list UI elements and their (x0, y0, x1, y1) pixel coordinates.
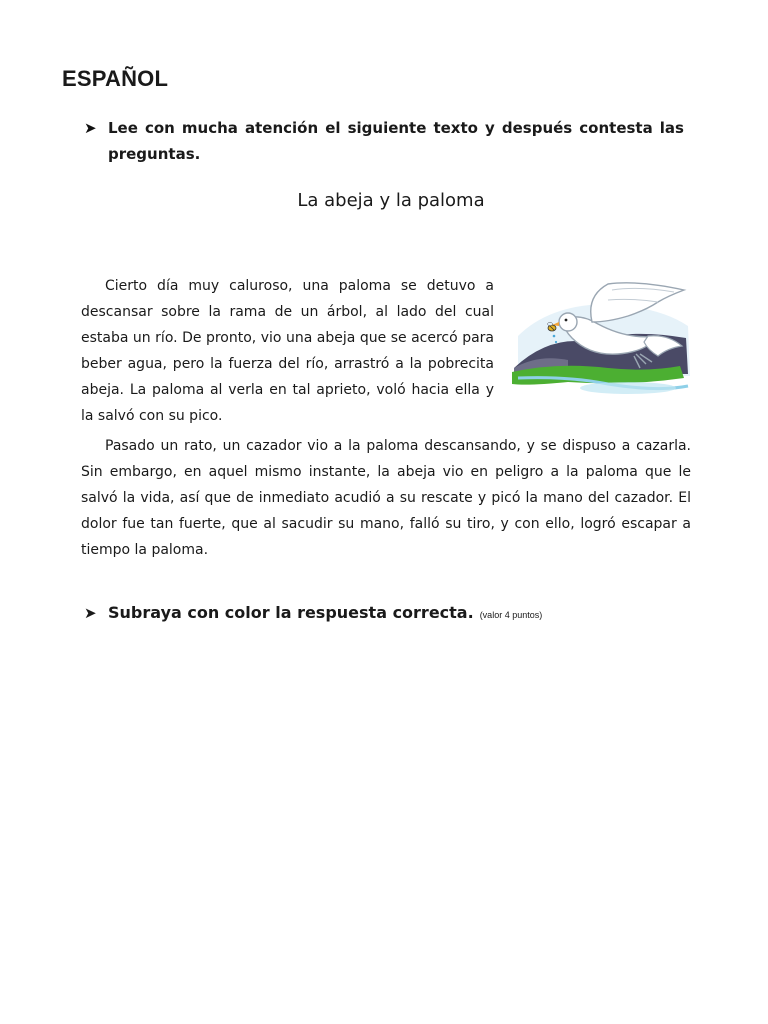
story-title: La abeja y la paloma (297, 190, 485, 211)
page-heading: ESPAÑOL (62, 66, 169, 91)
reading-instruction (84, 115, 684, 167)
task-points-note: (valor 4 puntos) (479, 610, 543, 620)
story-paragraph-1: Cierto día muy caluroso, una paloma se detuvo a descansar sobre la rama de un árbol, al lado del cual estaba un río. De pronto, vio una abeja que se acercó para beber agua, pero la fuerza del río, arrastró a la pobrecita abeja. La paloma al verla en tal aprieto, voló hacia ella y la salvó con su pico. (81, 278, 494, 424)
task-text: Subraya con color la respuesta correcta. (108, 603, 474, 622)
story-paragraph-2: Pasado un rato, un cazador vio a la paloma descansando, y se dispuso a cazarla. Sin embargo, en aquel mismo instante, la abeja vio en peligro a la paloma que le salvó la vida, así que de inmediato acudió a su rescate y picó la mano del cazador. El dolor fue tan fuerte, que al sacudir su mano, falló su tiro, y con ello, logró escapar a tiempo la paloma. (81, 438, 691, 558)
instruction-text: Lee con mucha atención el siguiente texto y después contesta las preguntas. (108, 119, 684, 163)
arrowhead-bullet-icon: ➤ (84, 604, 97, 622)
underline-task (84, 603, 542, 622)
dove-with-bee-illustration (508, 276, 694, 400)
arrowhead-bullet-icon: ➤ (84, 119, 97, 137)
